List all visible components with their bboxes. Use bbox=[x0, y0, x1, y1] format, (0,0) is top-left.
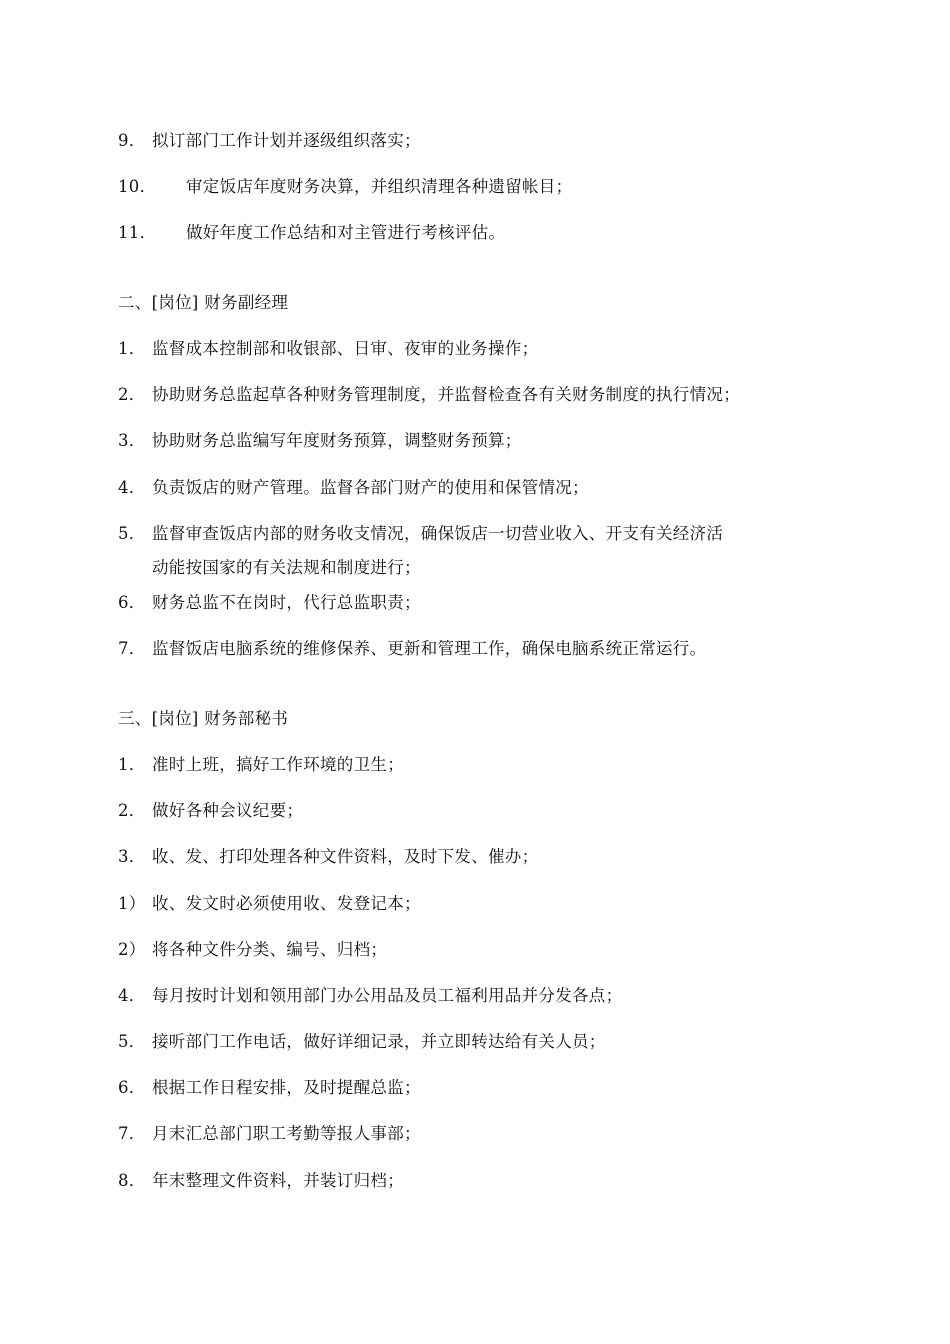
list-item bbox=[118, 430, 522, 452]
item-text: 每月按时计划和领用部门办公用品及员工福利用品并分发各点； bbox=[152, 986, 623, 1005]
list-item bbox=[118, 1077, 421, 1099]
section-heading: 三、[岗位] 财务部秘书 bbox=[118, 709, 289, 728]
list-item bbox=[118, 754, 404, 776]
item-number: 9． bbox=[118, 131, 146, 150]
list-item bbox=[118, 985, 622, 1007]
item-text: 收、发、打印处理各种文件资料，及时下发、催办； bbox=[152, 847, 539, 866]
item-number: 4． bbox=[118, 478, 146, 497]
item-number: 2． bbox=[118, 385, 146, 404]
item-text: 接听部门工作电话，做好详细记录，并立即转达给有关人员； bbox=[152, 1032, 606, 1051]
list-item bbox=[118, 800, 303, 822]
item-text-continuation: 动能按国家的有关法规和制度进行； bbox=[152, 558, 421, 577]
list-item bbox=[118, 939, 387, 961]
item-text: 负责饭店的财产管理。监督各部门财产的使用和保管情况； bbox=[152, 478, 589, 497]
item-text: 拟订部门工作计划并逐级组织落实； bbox=[152, 131, 421, 150]
list-item bbox=[118, 1170, 404, 1192]
item-text: 根据工作日程安排，及时提醒总监； bbox=[152, 1078, 421, 1097]
item-text: 将各种文件分类、编号、归档； bbox=[152, 940, 388, 959]
list-item bbox=[118, 338, 538, 360]
item-number: 5． bbox=[118, 524, 146, 543]
list-item bbox=[118, 893, 421, 915]
item-number: 11． bbox=[118, 223, 157, 242]
item-number: 2． bbox=[118, 801, 146, 820]
item-text: 月末汇总部门职工考勤等报人事部； bbox=[152, 1124, 421, 1143]
item-text: 收、发文时必须使用收、发登记本； bbox=[152, 894, 421, 913]
list-item bbox=[118, 638, 706, 660]
item-number: 1） bbox=[118, 894, 146, 913]
item-text: 财务总监不在岗时，代行总监职责； bbox=[152, 593, 421, 612]
item-text: 监督成本控制部和收银部、日审、夜审的业务操作； bbox=[152, 339, 539, 358]
item-number: 8． bbox=[118, 1171, 146, 1190]
list-item bbox=[118, 176, 572, 198]
list-item bbox=[118, 477, 589, 499]
item-number: 5． bbox=[118, 1032, 146, 1051]
item-number: 6． bbox=[118, 593, 146, 612]
item-number: 1． bbox=[118, 339, 146, 358]
list-item bbox=[118, 222, 505, 244]
item-number: 7． bbox=[118, 639, 146, 658]
item-number: 3． bbox=[118, 431, 146, 450]
list-item bbox=[118, 1123, 421, 1145]
list-item bbox=[118, 1031, 606, 1053]
item-text: 协助财务总监编写年度财务预算，调整财务预算； bbox=[152, 431, 522, 450]
item-number: 6． bbox=[118, 1078, 146, 1097]
item-text: 监督饭店电脑系统的维修保养、更新和管理工作，确保电脑系统正常运行。 bbox=[152, 639, 707, 658]
item-number: 2） bbox=[118, 940, 146, 959]
item-number: 4． bbox=[118, 986, 146, 1005]
list-item bbox=[118, 592, 421, 614]
item-text: 做好年度工作总结和对主管进行考核评估。 bbox=[186, 223, 506, 242]
item-text: 审定饭店年度财务决算，并组织清理各种遗留帐目； bbox=[186, 177, 573, 196]
item-text: 准时上班，搞好工作环境的卫生； bbox=[152, 755, 404, 774]
list-item bbox=[118, 523, 723, 545]
item-number: 7． bbox=[118, 1124, 146, 1143]
section-heading: 二、[岗位] 财务副经理 bbox=[118, 293, 289, 312]
item-number: 1． bbox=[118, 755, 146, 774]
item-number: 3． bbox=[118, 847, 146, 866]
item-text: 做好各种会议纪要； bbox=[152, 801, 304, 820]
list-item bbox=[118, 846, 538, 868]
item-text: 监督审查饭店内部的财务收支情况，确保饭店一切营业收入、开支有关经济活 bbox=[152, 524, 724, 543]
item-number: 10． bbox=[118, 177, 157, 196]
list-item bbox=[118, 130, 421, 152]
list-item bbox=[118, 384, 740, 406]
item-text: 年末整理文件资料，并装订归档； bbox=[152, 1171, 404, 1190]
item-text: 协助财务总监起草各种财务管理制度，并监督检查各有关财务制度的执行情况； bbox=[152, 385, 740, 404]
